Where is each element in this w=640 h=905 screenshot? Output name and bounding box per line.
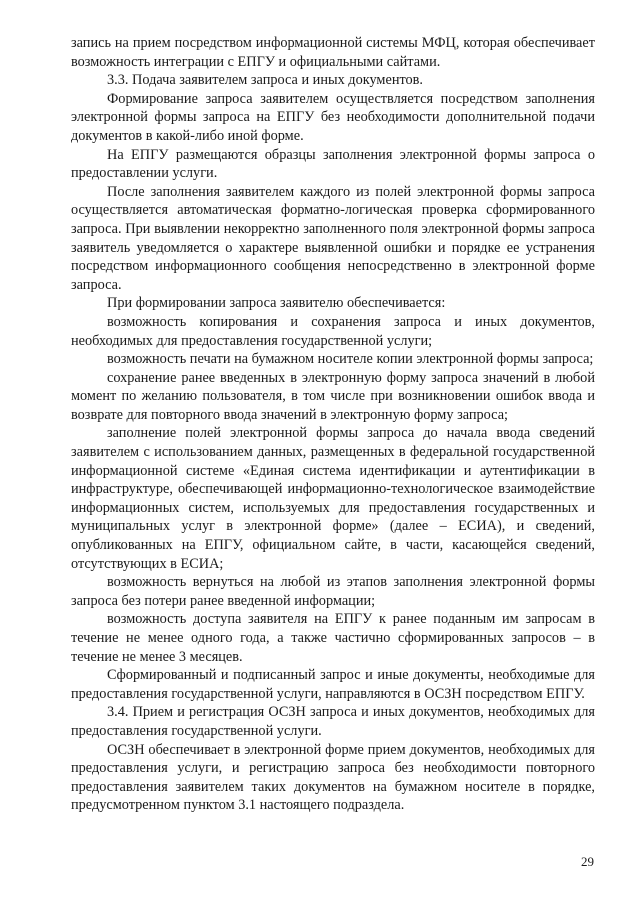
section-heading-3-3: 3.3. Подача заявителем запроса и иных документов.: [107, 72, 424, 89]
list-item: возможность печати на бумажном носителе копии электронной формы запроса;: [107, 351, 594, 368]
list-item: возможность вернуться на любой из этапов заполнения электронной формы запроса без потери ранее введенной информации;: [71, 574, 595, 609]
paragraph-continuation: запись на прием посредством информационной системы МФЦ, которая обеспечивает возможность интеграции с ЕПГУ и официальными сайтами.: [71, 35, 595, 70]
paragraph: ОСЗН обеспечивает в электронной форме прием документов, необходимых для предоставления услуги, и регистрацию запроса без необходимости повторного предоставления заявителем таких документов на бумажном носителе в порядке, предусмотренном пунктом 3.1 настоящего подраздела.: [71, 741, 595, 814]
list-item: возможность копирования и сохранения запроса и иных документов, необходимых для предоставления государственной услуги;: [71, 313, 595, 349]
list-item: сохранение ранее введенных в электронную форму запроса значений в любой момент по желанию пользователя, в том числе при возникновении ошибок ввода и возврате для повторного ввода значений в электронную форму запроса;: [71, 369, 595, 423]
document-body: [71, 34, 595, 815]
paragraph: При формировании запроса заявителю обеспечивается:: [107, 295, 446, 312]
paragraph: Сформированный и подписанный запрос и иные документы, необходимые для предоставления государственной услуги, направляются в ОСЗН посредством ЕПГУ.: [71, 667, 595, 702]
list-item: заполнение полей электронной формы запроса до начала ввода сведений заявителем с использованием данных, размещенных в федеральной государственной информационной системе «Единая система идентификации и аутентификации в инфраструктуре, обеспечивающей информационно-технологическое взаимодействие информационных систем, используемых для предоставления государственных и муниципальных услуг в электронной форме» (далее – ЕСИА), и сведений, опубликованных на ЕПГУ, официальном сайте, в части, касающейся сведений, отсутствующих в ЕСИА;: [71, 425, 595, 572]
paragraph: На ЕПГУ размещаются образцы заполнения электронной формы запроса о предоставлении услуги.: [71, 146, 595, 182]
paragraph: Формирование запроса заявителем осуществляется посредством заполнения электронной формы запроса на ЕПГУ без необходимости дополнительной подачи документов в какой-либо иной форме.: [71, 90, 595, 144]
list-item: возможность доступа заявителя на ЕПГУ к ранее поданным им запросам в течение не менее одного года, а также частично сформированных запросов – в течение не менее 3 месяцев.: [71, 611, 595, 665]
page-number: 29: [581, 854, 594, 869]
section-heading-3-4: 3.4. Прием и регистрация ОСЗН запроса и иных документов, необходимых для предоставления государственной услуги.: [71, 704, 595, 739]
paragraph: После заполнения заявителем каждого из полей электронной формы запроса осуществляется автоматическая форматно-логическая проверка сформированного запроса. При выявлении некорректно заполненного поля электронной формы запроса заявитель уведомляется о характере выявленной ошибки и порядке ее устранения посредством информационного сообщения непосредственно в электронной форме запроса.: [71, 183, 595, 293]
